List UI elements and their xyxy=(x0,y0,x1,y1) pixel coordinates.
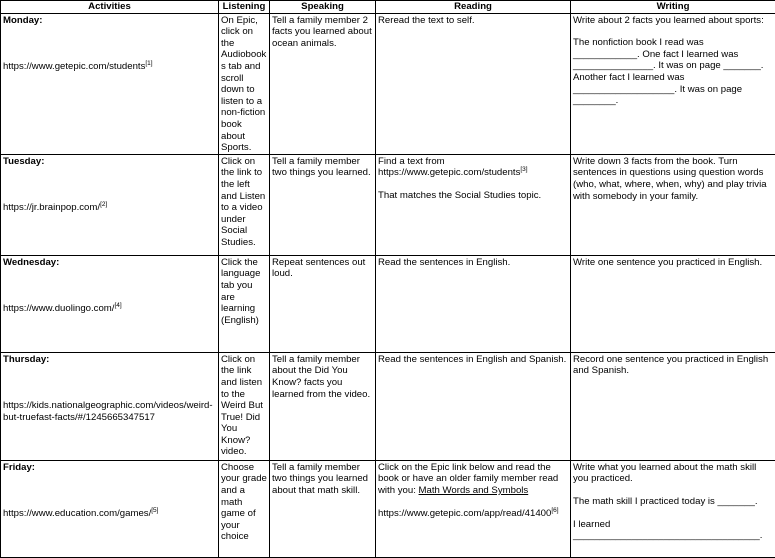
writing-prompt: Write what you learned about the math skill you practiced. xyxy=(573,462,773,485)
row-friday xyxy=(1,460,775,557)
reading-link[interactable]: https://www.getepic.com/students[3] xyxy=(378,167,568,179)
day-label: Friday: xyxy=(3,462,216,474)
reading-link[interactable]: https://www.getepic.com/app/read/41400[6] xyxy=(378,508,568,520)
listening-cell: Click on the link to the left and Listen to a video under Social Studies. xyxy=(219,154,270,255)
writing-template: The math skill I practiced today is _______. xyxy=(573,496,773,508)
writing-cell: Record one sentence you practiced in English and Spanish. xyxy=(571,352,775,460)
reading-instruction-2: That matches the Social Studies topic. xyxy=(378,190,568,202)
header-listening: Listening xyxy=(219,1,270,14)
reading-cell: Reread the text to self. xyxy=(376,13,571,154)
listening-cell: On Epic, click on the Audiobooks tab and scroll down to listen to a non-fiction book about Sports. xyxy=(219,13,270,154)
activity-link[interactable]: https://kids.nationalgeographic.com/videos/weird-but-truefast-facts/#/1245665347517 xyxy=(3,400,216,423)
footnote-ref: [3] xyxy=(520,166,527,173)
header-writing: Writing xyxy=(571,1,775,14)
day-label: Monday: xyxy=(3,15,216,27)
day-label: Thursday: xyxy=(3,354,216,366)
day-label: Wednesday: xyxy=(3,257,216,269)
writing-template-2: I learned ___________________________________. xyxy=(573,519,773,542)
speaking-cell: Tell a family member about the Did You Know? facts you learned from the video. xyxy=(270,352,376,460)
header-activities: Activities xyxy=(1,1,219,14)
reading-instruction: Click on the Epic link below and read the book or have an older family member read with you: Math Words and Symbols xyxy=(378,462,568,497)
activity-link[interactable]: https://jr.brainpop.com/[2] xyxy=(3,202,216,214)
header-row xyxy=(1,1,775,14)
header-speaking: Speaking xyxy=(270,1,376,14)
row-thursday xyxy=(1,352,775,460)
reading-cell xyxy=(376,154,571,255)
row-wednesday xyxy=(1,255,775,352)
header-reading: Reading xyxy=(376,1,571,14)
activity-cell xyxy=(1,460,219,557)
listening-cell: Click the language tab you are learning (English) xyxy=(219,255,270,352)
day-label: Tuesday: xyxy=(3,156,216,168)
book-link[interactable]: Math Words and Symbols xyxy=(419,485,529,496)
footnote-ref: [6] xyxy=(551,506,558,513)
reading-cell: Read the sentences in English. xyxy=(376,255,571,352)
reading-cell: Read the sentences in English and Spanish. xyxy=(376,352,571,460)
writing-cell: Write down 3 facts from the book. Turn sentences in questions using question words (who, what, where, when, why) and play trivia with somebody in your family. xyxy=(571,154,775,255)
footnote-ref: [1] xyxy=(145,60,152,67)
activity-link[interactable]: https://www.education.com/games/[5] xyxy=(3,508,216,520)
activity-link[interactable]: https://www.duolingo.com/[4] xyxy=(3,303,216,315)
row-tuesday xyxy=(1,154,775,255)
speaking-cell: Repeat sentences out loud. xyxy=(270,255,376,352)
speaking-cell: Tell a family member two things you learned. xyxy=(270,154,376,255)
listening-cell: Click on the link and listen to the Weird But True! Did You Know? video. xyxy=(219,352,270,460)
activity-cell xyxy=(1,255,219,352)
writing-template: The nonfiction book I read was ____________. One fact I learned was _______________. It was on page _______. Another fact I learned was ___________________. It was on page ________. xyxy=(573,37,773,107)
writing-prompt: Write about 2 facts you learned about sports: xyxy=(573,15,773,27)
writing-cell xyxy=(571,460,775,557)
activity-cell xyxy=(1,352,219,460)
row-monday xyxy=(1,13,775,154)
speaking-cell: Tell a family member two things you learned about that math skill. xyxy=(270,460,376,557)
writing-cell xyxy=(571,13,775,154)
reading-cell xyxy=(376,460,571,557)
speaking-cell: Tell a family member 2 facts you learned about ocean animals. xyxy=(270,13,376,154)
activity-cell xyxy=(1,13,219,154)
activity-link[interactable]: https://www.getepic.com/students[1] xyxy=(3,61,216,73)
footnote-ref: [4] xyxy=(114,302,121,309)
listening-cell: Choose your grade and a math game of your choice xyxy=(219,460,270,557)
writing-cell: Write one sentence you practiced in English. xyxy=(571,255,775,352)
footnote-ref: [5] xyxy=(151,507,158,514)
reading-instruction: Find a text from xyxy=(378,156,568,168)
activity-cell xyxy=(1,154,219,255)
footnote-ref: [2] xyxy=(100,201,107,208)
